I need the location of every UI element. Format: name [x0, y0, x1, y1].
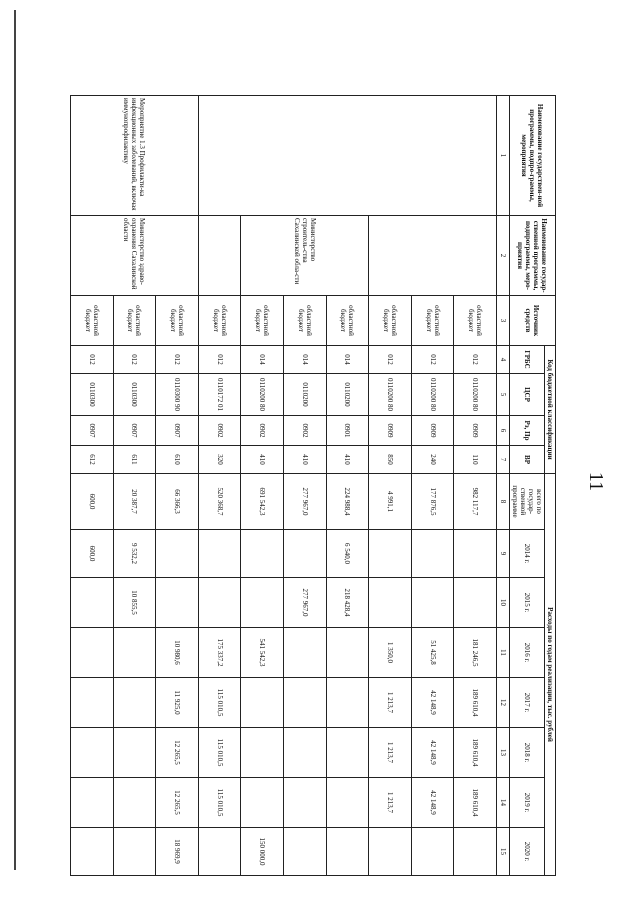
cell-y2016 [284, 628, 327, 678]
header-program-name: Наименование государствен-ной программы, подпро-граммы, мероприятия [510, 96, 556, 216]
cell-total: 600,0 [71, 474, 114, 530]
cell-y2017 [113, 678, 156, 728]
cell-y2019: 115 010,5 [198, 778, 241, 828]
cell-vr: 240 [411, 446, 454, 474]
cell-y2015: 218 428,4 [326, 578, 369, 628]
table-body [71, 96, 497, 876]
executor-cell [369, 216, 497, 296]
cell-y2016: 181 246,5 [454, 628, 497, 678]
cell-grbs: 012 [113, 346, 156, 374]
cell-y2018: 1 213,7 [369, 728, 412, 778]
header-2014: 2014 г. [510, 530, 545, 578]
cell-y2020: 18 969,9 [156, 828, 199, 876]
cell-total: 520 368,7 [198, 474, 241, 530]
header-source: Источник средств [510, 296, 556, 346]
col-index: 9 [497, 530, 510, 578]
cell-total: 691 542,3 [241, 474, 284, 530]
cell-src: областной бюджет [284, 296, 327, 346]
cell-y2014: 6 540,0 [326, 530, 369, 578]
budget-table [70, 95, 556, 876]
cell-vr: 110 [454, 446, 497, 474]
cell-csr: 0110200 [326, 374, 369, 416]
col-index: 10 [497, 578, 510, 628]
cell-y2017: 42 148,9 [411, 678, 454, 728]
cell-total: 20 387,7 [113, 474, 156, 530]
cell-y2014 [369, 530, 412, 578]
cell-rzpr: 0902 [284, 416, 327, 446]
cell-y2020: 150 000,0 [241, 828, 284, 876]
col-index: 11 [497, 628, 510, 678]
cell-csr: 0110300 [113, 374, 156, 416]
cell-total: 277 967,0 [284, 474, 327, 530]
col-index: 1 [497, 96, 510, 216]
cell-y2017: 11 925,0 [156, 678, 199, 728]
cell-src: областной бюджет [411, 296, 454, 346]
cell-src: областной бюджет [326, 296, 369, 346]
cell-y2018: 12 265,5 [156, 728, 199, 778]
cell-y2017: 115 010,5 [198, 678, 241, 728]
executor-cell [198, 216, 241, 296]
col-index: 5 [497, 374, 510, 416]
cell-rzpr: 0907 [156, 416, 199, 446]
cell-grbs: 012 [454, 346, 497, 374]
cell-y2020 [284, 828, 327, 876]
header-rzpr: Рз, Пр [510, 416, 545, 446]
cell-grbs: 012 [156, 346, 199, 374]
cell-src: областной бюджет [198, 296, 241, 346]
measure-name-cell: Мероприятие 1.3 Профилакти-ка инфекционных заболеваний, включая иммунопрофилактику [71, 96, 199, 216]
cell-src: областной бюджет [241, 296, 284, 346]
cell-y2017 [241, 678, 284, 728]
header-executor: Наименование государ-ственной программы, подпрограммы, меро-приятия [510, 216, 556, 296]
column-index-row [497, 96, 510, 876]
cell-y2016: 10 980,6 [156, 628, 199, 678]
rotated-table-container [70, 95, 556, 875]
header-2015: 2015 г. [510, 578, 545, 628]
cell-y2019 [326, 778, 369, 828]
cell-y2015 [198, 578, 241, 628]
cell-y2016 [113, 628, 156, 678]
cell-vr: 610 [156, 446, 199, 474]
cell-y2015 [241, 578, 284, 628]
col-index: 4 [497, 346, 510, 374]
cell-y2016: 51 425,8 [411, 628, 454, 678]
cell-y2019: 1 213,7 [369, 778, 412, 828]
cell-src: областной бюджет [71, 296, 114, 346]
cell-y2015 [369, 578, 412, 628]
cell-total: 224 988,4 [326, 474, 369, 530]
cell-y2017: 1 213,7 [369, 678, 412, 728]
cell-y2017: 189 610,4 [454, 678, 497, 728]
cell-grbs: 014 [284, 346, 327, 374]
cell-y2019 [241, 778, 284, 828]
cell-csr: 0110200 80 [454, 374, 497, 416]
cell-y2017 [284, 678, 327, 728]
cell-vr: 850 [369, 446, 412, 474]
cell-grbs: 012 [369, 346, 412, 374]
cell-y2016 [326, 628, 369, 678]
cell-y2017 [71, 678, 114, 728]
cell-rzpr: 0909 [369, 416, 412, 446]
cell-y2020 [326, 828, 369, 876]
cell-csr: 0110200 80 [411, 374, 454, 416]
header-vr: ВР [510, 446, 545, 474]
cell-y2019 [71, 778, 114, 828]
col-index: 2 [497, 216, 510, 296]
cell-y2020 [113, 828, 156, 876]
cell-y2018 [71, 728, 114, 778]
cell-y2019 [113, 778, 156, 828]
cell-y2016: 541 542,3 [241, 628, 284, 678]
header-2016: 2016 г. [510, 628, 545, 678]
cell-y2020 [454, 828, 497, 876]
cell-y2016: 1 350,0 [369, 628, 412, 678]
cell-y2019 [284, 778, 327, 828]
cell-csr: 0110300 90 [156, 374, 199, 416]
cell-rzpr: 0909 [454, 416, 497, 446]
page-number: 11 [585, 471, 608, 492]
cell-grbs: 014 [241, 346, 284, 374]
header-2019: 2019 г. [510, 778, 545, 828]
cell-y2018 [326, 728, 369, 778]
header-2017: 2017 г. [510, 678, 545, 728]
cell-y2020 [411, 828, 454, 876]
cell-y2019: 189 610,4 [454, 778, 497, 828]
cell-y2015 [156, 578, 199, 628]
cell-y2020 [369, 828, 412, 876]
cell-y2018 [241, 728, 284, 778]
header-grbs: ГРБС [510, 346, 545, 374]
header-csr: ЦСР [510, 374, 545, 416]
header-2018: 2018 г. [510, 728, 545, 778]
col-index: 6 [497, 416, 510, 446]
cell-y2015 [454, 578, 497, 628]
cell-y2015 [411, 578, 454, 628]
cell-y2015 [71, 578, 114, 628]
cell-y2020 [198, 828, 241, 876]
cell-y2016 [71, 628, 114, 678]
col-index: 8 [497, 474, 510, 530]
cell-y2018: 115 010,5 [198, 728, 241, 778]
cell-y2014: 600,0 [71, 530, 114, 578]
landscape-page [70, 95, 556, 875]
cell-vr: 612 [71, 446, 114, 474]
cell-rzpr: 0909 [411, 416, 454, 446]
table-row [454, 96, 497, 876]
cell-vr: 611 [113, 446, 156, 474]
program-name-cell [198, 96, 496, 216]
col-index: 14 [497, 778, 510, 828]
cell-y2018: 189 610,4 [454, 728, 497, 778]
cell-y2014 [156, 530, 199, 578]
cell-y2019: 12 265,5 [156, 778, 199, 828]
cell-src: областной бюджет [113, 296, 156, 346]
cell-y2015: 10 855,5 [113, 578, 156, 628]
cell-grbs: 014 [326, 346, 369, 374]
executor-ministry-health: Министерство здраво-охранения Сахалинской области [71, 216, 199, 296]
cell-csr: 0110200 80 [241, 374, 284, 416]
cell-total: 177 876,5 [411, 474, 454, 530]
cell-rzpr: 0902 [198, 416, 241, 446]
cell-y2018 [113, 728, 156, 778]
cell-rzpr: 0901 [326, 416, 369, 446]
cell-csr: 0110200 [284, 374, 327, 416]
left-margin-rule [14, 10, 16, 870]
cell-grbs: 012 [71, 346, 114, 374]
cell-total: 4 991,1 [369, 474, 412, 530]
header-expenses: Расходы по годам реализации, тыс. рублей [545, 474, 556, 876]
col-index: 3 [497, 296, 510, 346]
cell-rzpr: 0907 [113, 416, 156, 446]
cell-vr: 410 [241, 446, 284, 474]
cell-grbs: 012 [411, 346, 454, 374]
cell-y2017 [326, 678, 369, 728]
header-budget-code: Код бюджетной классификации [545, 346, 556, 474]
cell-y2014 [454, 530, 497, 578]
header-2020: 2020 г. [510, 828, 545, 876]
cell-y2018 [284, 728, 327, 778]
col-index: 7 [497, 446, 510, 474]
cell-total: 66 366,3 [156, 474, 199, 530]
cell-y2014 [411, 530, 454, 578]
cell-total: 982 117,7 [454, 474, 497, 530]
cell-vr: 410 [326, 446, 369, 474]
header-total: всего по государ-ственной программе [510, 474, 545, 530]
cell-y2019: 42 148,9 [411, 778, 454, 828]
col-index: 13 [497, 728, 510, 778]
cell-rzpr: 0907 [71, 416, 114, 446]
cell-src: областной бюджет [454, 296, 497, 346]
cell-y2014 [284, 530, 327, 578]
cell-vr: 320 [198, 446, 241, 474]
cell-rzpr: 0902 [241, 416, 284, 446]
cell-src: областной бюджет [156, 296, 199, 346]
col-index: 12 [497, 678, 510, 728]
col-index: 15 [497, 828, 510, 876]
cell-y2015: 277 967,0 [284, 578, 327, 628]
cell-csr: 0110172 01 [198, 374, 241, 416]
cell-csr: 0110300 [71, 374, 114, 416]
cell-csr: 0110200 80 [369, 374, 412, 416]
cell-y2018: 42 148,9 [411, 728, 454, 778]
cell-y2014 [241, 530, 284, 578]
executor-ministry-construction: Министерство строитель-ства Сахалинской обла-сти [241, 216, 369, 296]
cell-y2014 [198, 530, 241, 578]
cell-y2020 [71, 828, 114, 876]
cell-y2014: 9 532,2 [113, 530, 156, 578]
cell-grbs: 012 [198, 346, 241, 374]
cell-vr: 410 [284, 446, 327, 474]
cell-y2016: 175 337,2 [198, 628, 241, 678]
cell-src: областной бюджет [369, 296, 412, 346]
table-row [156, 96, 199, 876]
